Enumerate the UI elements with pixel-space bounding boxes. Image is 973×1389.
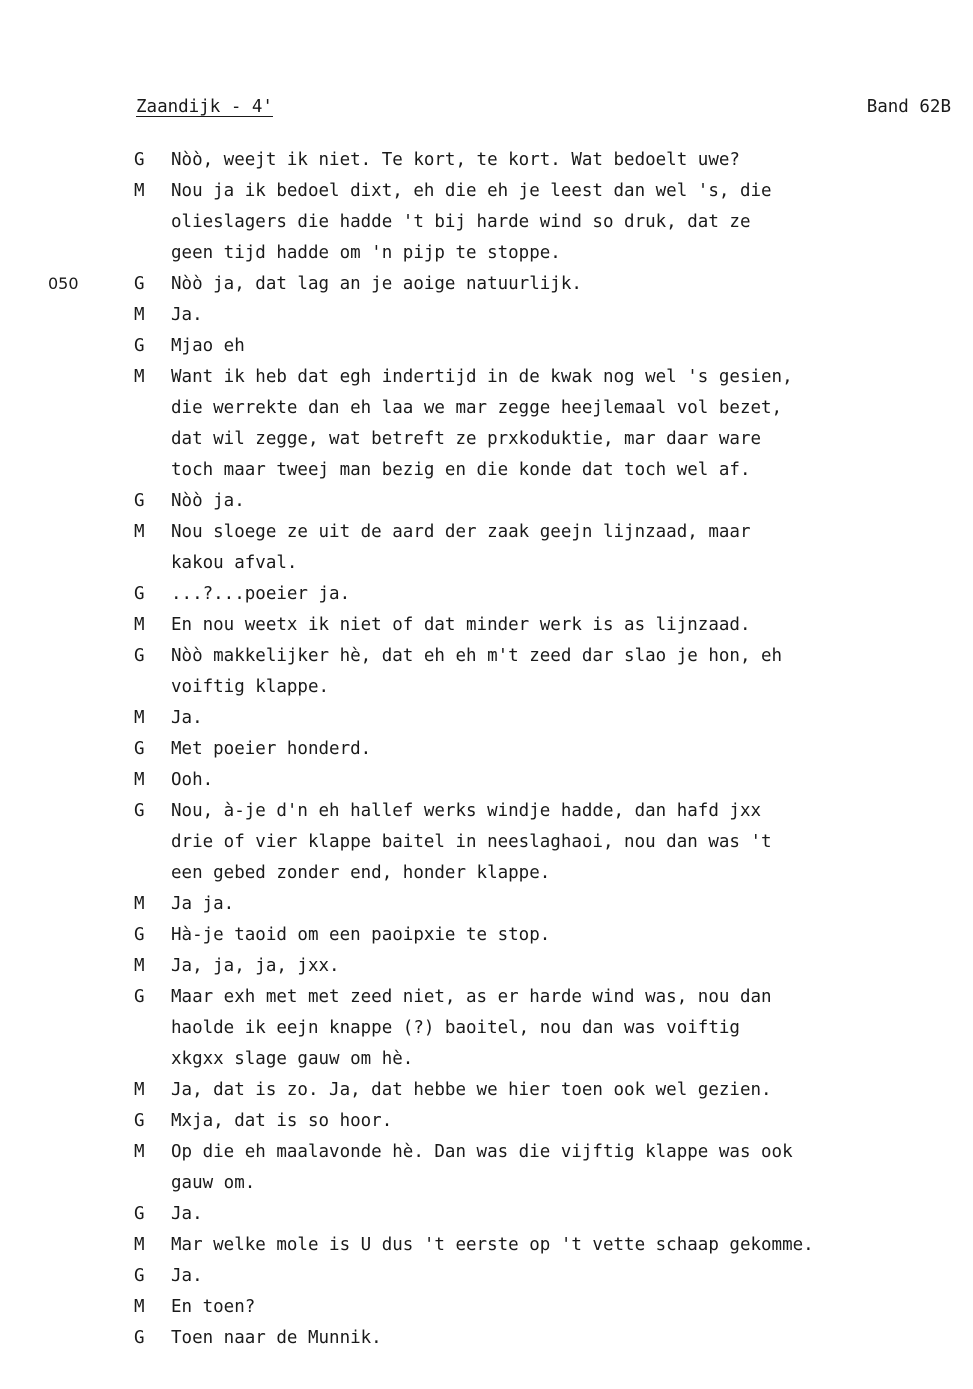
line-text: Nou, à-je d'n eh hallef werks windje hadde, dan hafd jxx xyxy=(171,801,762,821)
dialogue-turn xyxy=(0,1231,973,1262)
transcript-line xyxy=(0,828,973,859)
line-text: Op die eh maalavonde hè. Dan was die vijftig klappe was ook xyxy=(171,1142,793,1162)
line-text: Nou ja ik bedoel dixt, eh die eh je leest dan wel 's, die xyxy=(171,181,772,201)
dialogue-turn xyxy=(0,332,973,363)
transcript-line xyxy=(0,1045,973,1076)
dialogue-turn xyxy=(0,363,973,487)
transcript-line xyxy=(0,1200,973,1231)
transcript-line xyxy=(0,1076,973,1107)
transcript-line xyxy=(0,983,973,1014)
line-text: toch maar tweej man bezig en die konde dat toch wel af. xyxy=(171,460,751,480)
transcript-line xyxy=(0,1324,973,1355)
dialogue-turn xyxy=(0,146,973,177)
transcript-line xyxy=(0,1107,973,1138)
transcript-line xyxy=(0,642,973,673)
dialogue-turn xyxy=(0,1076,973,1107)
transcript-line xyxy=(0,766,973,797)
speaker-label: G xyxy=(134,925,145,945)
speaker-label: M xyxy=(134,181,145,201)
line-text: Nòò, weejt ik niet. Te kort, te kort. Wat bedoelt uwe? xyxy=(171,150,740,170)
speaker-label: G xyxy=(134,739,145,759)
line-text: Nòò makkelijker hè, dat eh eh m't zeed dar slao je hon, eh xyxy=(171,646,783,666)
speaker-label: G xyxy=(134,491,145,511)
page-header xyxy=(136,97,951,123)
dialogue-turn xyxy=(0,270,973,301)
transcript-line xyxy=(0,518,973,549)
line-text: een gebed zonder end, honder klappe. xyxy=(171,863,551,883)
dialogue-turn xyxy=(0,1324,973,1355)
dialogue-turn xyxy=(0,1293,973,1324)
dialogue-turn xyxy=(0,797,973,890)
transcript-line xyxy=(0,797,973,828)
speaker-label: G xyxy=(134,646,145,666)
line-text: Hà-je taoid om een paoipxie te stop. xyxy=(171,925,551,945)
speaker-label: G xyxy=(134,150,145,170)
transcript-line xyxy=(0,611,973,642)
line-text: xkgxx slage gauw om hè. xyxy=(171,1049,414,1069)
transcript-line xyxy=(0,208,973,239)
line-text: Ja. xyxy=(171,1266,203,1286)
line-text: haolde ik eejn knappe (?) baoitel, nou dan was voiftig xyxy=(171,1018,740,1038)
line-text: dat wil zegge, wat betreft ze prxkoduktie, mar daar ware xyxy=(171,429,762,449)
transcript-line xyxy=(0,394,973,425)
line-text: geen tijd hadde om 'n pijp te stoppe. xyxy=(171,243,561,263)
speaker-label: G xyxy=(134,1266,145,1286)
transcript-line xyxy=(0,952,973,983)
line-text: Maar exh met met zeed niet, as er harde wind was, nou dan xyxy=(171,987,772,1007)
line-text: Ja, dat is zo. Ja, dat hebbe we hier toen ook wel gezien. xyxy=(171,1080,772,1100)
dialogue-turn xyxy=(0,611,973,642)
dialogue-turn xyxy=(0,1200,973,1231)
header-location: Zaandijk - 4' xyxy=(136,97,273,117)
transcript-line xyxy=(0,580,973,611)
line-text: Mjao eh xyxy=(171,336,245,356)
dialogue-turn xyxy=(0,1107,973,1138)
transcript-line xyxy=(0,859,973,890)
transcript-line xyxy=(0,549,973,580)
speaker-label: G xyxy=(134,1111,145,1131)
line-text: die werrekte dan eh laa we mar zegge heejlemaal vol bezet, xyxy=(171,398,783,418)
line-text: En toen? xyxy=(171,1297,256,1317)
line-text: Nòò ja. xyxy=(171,491,245,511)
transcript-line xyxy=(0,1293,973,1324)
transcript-line xyxy=(0,146,973,177)
transcript-line xyxy=(0,1014,973,1045)
transcript-line xyxy=(0,1231,973,1262)
line-text: Ja ja. xyxy=(171,894,235,914)
line-text: drie of vier klappe baitel in neeslaghaoi, nou dan was 't xyxy=(171,832,772,852)
speaker-label: M xyxy=(134,305,145,325)
line-text: Ja. xyxy=(171,1204,203,1224)
transcript-line xyxy=(0,363,973,394)
counter-number: 050 xyxy=(48,274,79,293)
line-text: Nòò ja, dat lag an je aoige natuurlijk. xyxy=(171,274,582,294)
line-text: voiftig klappe. xyxy=(171,677,330,697)
line-text: En nou weetx ik niet of dat minder werk is as lijnzaad. xyxy=(171,615,751,635)
speaker-label: M xyxy=(134,1142,145,1162)
line-text: gauw om. xyxy=(171,1173,256,1193)
dialogue-turn xyxy=(0,177,973,270)
header-tape-number: Band 62B xyxy=(866,97,951,117)
line-text: Ja. xyxy=(171,708,203,728)
dialogue-turn xyxy=(0,704,973,735)
line-text: Ooh. xyxy=(171,770,214,790)
dialogue-turn xyxy=(0,890,973,921)
transcript-line xyxy=(0,239,973,270)
transcript-line xyxy=(0,1262,973,1293)
transcript-line xyxy=(0,177,973,208)
speaker-label: M xyxy=(134,956,145,976)
dialogue-turn xyxy=(0,487,973,518)
speaker-label: M xyxy=(134,522,145,542)
line-text: Ja, ja, ja, jxx. xyxy=(171,956,340,976)
line-text: Mar welke mole is U dus 't eerste op 't vette schaap gekomme. xyxy=(171,1235,814,1255)
speaker-label: M xyxy=(134,708,145,728)
dialogue-turn xyxy=(0,921,973,952)
line-text: Ja. xyxy=(171,305,203,325)
dialogue-turn xyxy=(0,642,973,704)
transcript-line xyxy=(0,704,973,735)
speaker-label: M xyxy=(134,894,145,914)
transcript-line xyxy=(0,1138,973,1169)
line-text: Want ik heb dat egh indertijd in de kwak nog wel 's gesien, xyxy=(171,367,793,387)
speaker-label: M xyxy=(134,770,145,790)
speaker-label: G xyxy=(134,801,145,821)
speaker-label: M xyxy=(134,615,145,635)
line-text: Toen naar de Munnik. xyxy=(171,1328,382,1348)
line-text: kakou afval. xyxy=(171,553,298,573)
speaker-label: G xyxy=(134,987,145,1007)
transcript-line xyxy=(0,270,973,301)
transcript-line xyxy=(0,456,973,487)
line-text: ...?...poeier ja. xyxy=(171,584,351,604)
transcript-line xyxy=(0,673,973,704)
dialogue-turn xyxy=(0,1138,973,1200)
speaker-label: G xyxy=(134,274,145,294)
transcript-line xyxy=(0,890,973,921)
transcript-line xyxy=(0,1169,973,1200)
speaker-label: M xyxy=(134,1235,145,1255)
speaker-label: M xyxy=(134,1297,145,1317)
dialogue-turn xyxy=(0,983,973,1076)
speaker-label: G xyxy=(134,1204,145,1224)
dialogue-turn xyxy=(0,518,973,580)
dialogue-turn xyxy=(0,766,973,797)
transcript-line xyxy=(0,921,973,952)
dialogue-turn xyxy=(0,735,973,766)
dialogue-turn xyxy=(0,952,973,983)
transcript-line xyxy=(0,735,973,766)
transcript xyxy=(0,146,973,1355)
speaker-label: G xyxy=(134,336,145,356)
line-text: Mxja, dat is so hoor. xyxy=(171,1111,393,1131)
dialogue-turn xyxy=(0,1262,973,1293)
line-text: olieslagers die hadde 't bij harde wind so druk, dat ze xyxy=(171,212,751,232)
dialogue-turn xyxy=(0,301,973,332)
dialogue-turn xyxy=(0,580,973,611)
line-text: Nou sloege ze uit de aard der zaak geejn lijnzaad, maar xyxy=(171,522,751,542)
line-text: Met poeier honderd. xyxy=(171,739,372,759)
speaker-label: M xyxy=(134,1080,145,1100)
transcript-line xyxy=(0,487,973,518)
transcript-line xyxy=(0,425,973,456)
transcript-line xyxy=(0,332,973,363)
speaker-label: G xyxy=(134,1328,145,1348)
transcript-line xyxy=(0,301,973,332)
speaker-label: G xyxy=(134,584,145,604)
speaker-label: M xyxy=(134,367,145,387)
